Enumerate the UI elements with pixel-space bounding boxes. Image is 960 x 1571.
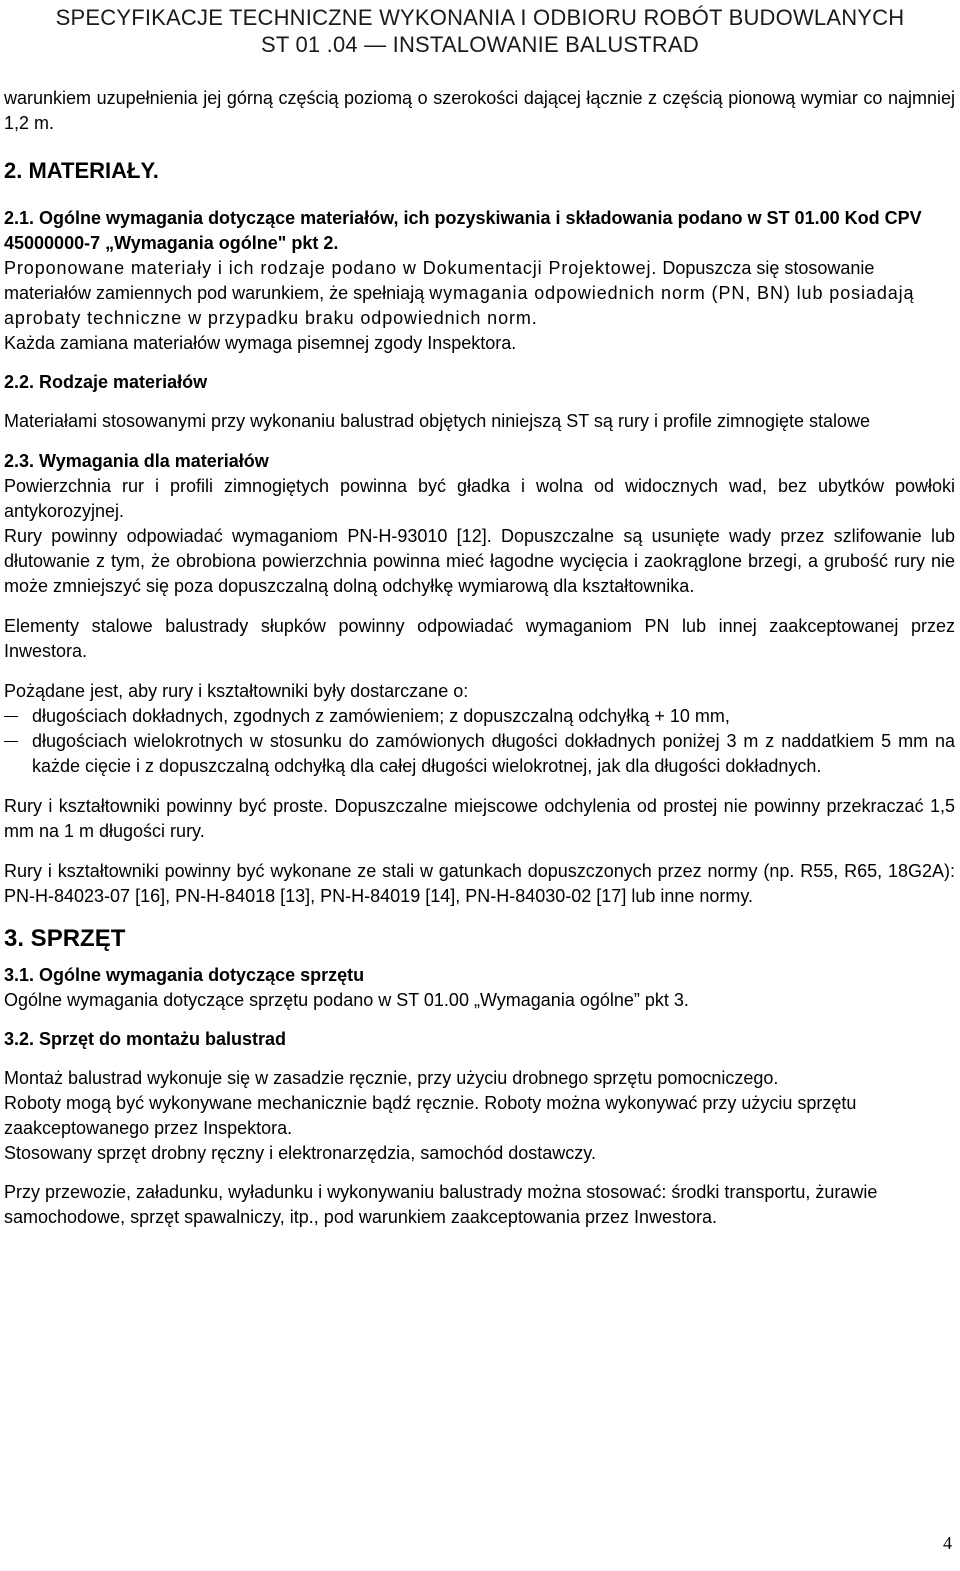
delivery-lengths-intro: Pożądane jest, aby rury i kształtowniki były dostarczane o: <box>4 681 469 701</box>
section-2-2-paragraph: Materiałami stosowanymi przy wykonaniu balustrad objętych niniejszą ST są rury i profile zimnogięte stalowe <box>4 411 871 431</box>
straightness-paragraph: Rury i kształtowniki powinny być proste. Dopuszczalne miejscowe odchylenia od prostej nie powinny przekraczać 1,5 mm na 1 m długości rury. <box>4 796 955 841</box>
section-2-2-heading: 2.2. Rodzaje materiałów <box>4 372 208 392</box>
surface-requirements-paragraph: Powierzchnia rur i profili zimnogiętych powinna być gładka i wolna od widocznych wad, bez ubytków powłoki antykorozyjnej. <box>4 476 955 521</box>
document-body <box>4 86 955 1230</box>
dash-bullet-icon <box>4 741 18 742</box>
page-number: 4 <box>943 1533 952 1553</box>
section-2-1-heading: 2.1. Ogólne wymagania dotyczące materiałów, ich pozyskiwania i składowania podano w ST 01.00 Kod CPV 45000000-7 „Wymagania ogólne" pkt 2. <box>4 208 922 253</box>
list-item: długościach wielokrotnych w stosunku do zamówionych długości dokładnych poniżej 3 m z naddatkiem 5 mm na każde cięcie i z dopuszczalną odchyłką dla całej długości wielokrotnej, jak dla długości dokładnych. <box>4 729 955 779</box>
transport-paragraph: Przy przewozie, załadunku, wyładunku i wykonywaniu balustrady można stosować: środki transportu, żurawie samochodowe, sprzęt spawalniczy, itp., pod warunkiem zaakceptowania przez Inwestora. <box>4 1182 878 1227</box>
equipment-used-paragraph: Stosowany sprzęt drobny ręczny i elektronarzędzia, samochód dostawczy. <box>4 1143 596 1163</box>
delivery-lengths-list <box>4 704 955 779</box>
section-2-1-paragraph <box>4 256 955 331</box>
inspector-consent-paragraph: Każda zamiana materiałów wymaga pisemnej zgody Inspektora. <box>4 333 517 353</box>
intro-paragraph: warunkiem uzupełnienia jej górną częścią poziomą o szerokości dającej łącznie z częścią pionową wymiar co najmniej 1,2 m. <box>4 88 955 133</box>
section-3-heading: 3. SPRZĘT <box>4 925 126 952</box>
materials-norms-text: wymagania odpowiednich norm (PN, BN) lub posiadają aprobaty techniczne w przypadku braku odpowiednich norm. <box>4 283 915 328</box>
installation-manual-paragraph: Montaż balustrad wykonuje się w zasadzie ręcznie, przy użyciu drobnego sprzętu pomocniczego. <box>4 1068 779 1088</box>
header-title: SPECYFIKACJE TECHNICZNE WYKONANIA I ODBIORU ROBÓT BUDOWLANYCH <box>55 5 905 30</box>
header-subtitle: ST 01 .04 — INSTALOWANIE BALUSTRAD <box>261 32 699 57</box>
dash-bullet-icon <box>4 716 18 717</box>
steel-elements-paragraph: Elementy stalowe balustrady słupków powinny odpowiadać wymaganiom PN lub innej zaakceptowanej przez Inwestora. <box>4 616 955 661</box>
materials-proposed-text: Proponowane materiały i ich rodzaje podano w Dokumentacji Projektowej. <box>4 258 658 278</box>
section-2-heading: 2. MATERIAŁY. <box>4 158 159 183</box>
pipes-standard-paragraph: Rury powinny odpowiadać wymaganiom PN-H-93010 [12]. Dopuszczalne są usunięte wady przez szlifowanie lub dłutowanie z tym, że obrobiona powierzchnia powinna mieć łagodne wycięcia i zaokrąglone brzegi, a grubość rury nie może zmniejszyć się poza dopuszczalną dolną odchyłkę wymiarową dla kształtownika. <box>4 526 955 596</box>
section-3-1-heading: 3.1. Ogólne wymagania dotyczące sprzętu <box>4 965 365 985</box>
materials-substitute-text: Dopuszcza się stosowanie materiałów zamiennych pod warunkiem, że spełniają <box>4 258 875 303</box>
list-item: długościach dokładnych, zgodnych z zamówieniem; z dopuszczalną odchyłką + 10 mm, <box>4 704 955 729</box>
running-header <box>0 4 960 62</box>
steel-grades-paragraph: Rury i kształtowniki powinny być wykonane ze stali w gatunkach dopuszczonych przez normy (np. R55, R65, 18G2A): PN-H-84023-07 [16], PN-H-84018 [13], PN-H-84019 [14], PN-H-84030-02 [17] lub inne normy. <box>4 861 955 906</box>
section-3-2-heading: 3.2. Sprzęt do montażu balustrad <box>4 1029 287 1049</box>
section-2-3-heading: 2.3. Wymagania dla materiałów <box>4 451 269 471</box>
section-3-1-paragraph: Ogólne wymagania dotyczące sprzętu podano w ST 01.00 „Wymagania ogólne” pkt 3. <box>4 990 689 1010</box>
works-mechanical-paragraph: Roboty mogą być wykonywane mechanicznie bądź ręcznie. Roboty można wykonywać przy użyciu sprzętu zaakceptowanego przez Inspektora. <box>4 1093 857 1138</box>
